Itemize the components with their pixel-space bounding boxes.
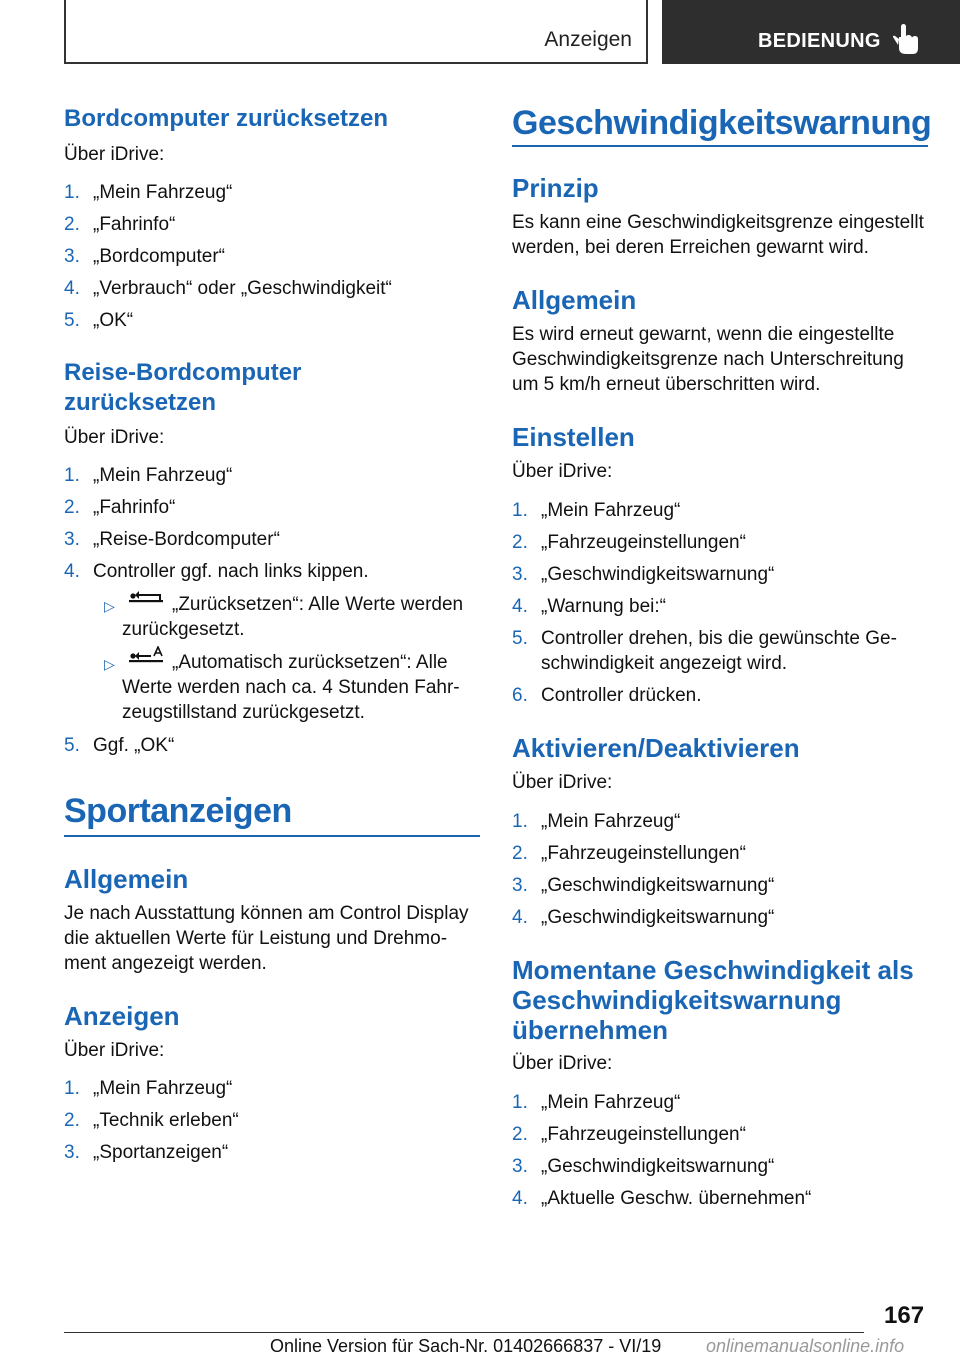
- heading-einstellen: Einstellen: [512, 422, 635, 452]
- heading-allgemein: Allgemein: [64, 864, 189, 894]
- paragraph-line: Es wird erneut gewarnt, wenn die eingestellte: [512, 324, 895, 345]
- auto-reset-symbol-icon: [128, 646, 164, 672]
- intro-text: Über iDrive:: [512, 1053, 613, 1074]
- chapter-tab-label: BEDIENUNG: [758, 30, 881, 52]
- intro-text: Über iDrive:: [64, 1040, 165, 1061]
- heading-geschwindigkeitswarnung: Geschwindigkeitswarnung: [512, 104, 932, 142]
- online-version-text: Online Version für Sach-Nr. 01402666837 - VI/19: [270, 1336, 662, 1356]
- heading-rule: [512, 145, 928, 147]
- heading-momentane-geschwindigkeit-line3: übernehmen: [512, 1015, 669, 1045]
- heading-aktivieren-deaktivieren: Aktivieren/Deaktivieren: [512, 733, 800, 763]
- heading-anzeigen: Anzeigen: [64, 1001, 180, 1031]
- header-section-tab: [64, 0, 648, 64]
- heading-allgemein: Allgemein: [512, 285, 637, 315]
- triangle-bullet-icon: ▷: [104, 656, 115, 672]
- paragraph-line: um 5 km/h erneut überschritten wird.: [512, 374, 821, 395]
- paragraph-line: Es kann eine Geschwindigkeitsgrenze eingestellt: [512, 212, 924, 233]
- section-tab-label: Anzeigen: [544, 28, 632, 51]
- heading-sportanzeigen: Sportanzeigen: [64, 792, 292, 830]
- paragraph-line: die aktuellen Werte für Leistung und Drehmo-: [64, 928, 448, 949]
- heading-prinzip: Prinzip: [512, 173, 599, 203]
- watermark-text: onlinemanualsonline.info: [706, 1336, 905, 1356]
- paragraph-line: Geschwindigkeitsgrenze nach Unterschreitung: [512, 349, 904, 370]
- hand-pointer-icon: [892, 22, 922, 56]
- heading-bordcomputer-reset: Bordcomputer zurücksetzen: [64, 105, 389, 132]
- intro-text: Über iDrive:: [64, 427, 165, 448]
- heading-momentane-geschwindigkeit-line2: Geschwindigkeitswarnung: [512, 985, 842, 1015]
- intro-text: Über iDrive:: [64, 144, 165, 165]
- intro-text: Über iDrive:: [512, 461, 613, 482]
- footer-rule: [64, 1332, 864, 1333]
- paragraph-line: ment angezeigt werden.: [64, 953, 267, 974]
- intro-text: Über iDrive:: [512, 772, 613, 793]
- triangle-bullet-icon: ▷: [104, 598, 115, 614]
- paragraph-line: werden, bei deren Erreichen gewarnt wird.: [512, 237, 869, 258]
- heading-rule: [64, 835, 480, 837]
- page-number: 167: [884, 1302, 925, 1329]
- heading-reise-bordcomputer-line2: zurücksetzen: [64, 389, 217, 416]
- reset-symbol-icon: [128, 588, 164, 614]
- paragraph-line: Je nach Ausstattung können am Control Display: [64, 903, 469, 924]
- heading-reise-bordcomputer: Reise-Bordcomputer: [64, 359, 302, 386]
- heading-momentane-geschwindigkeit: Momentane Geschwindigkeit als: [512, 955, 914, 985]
